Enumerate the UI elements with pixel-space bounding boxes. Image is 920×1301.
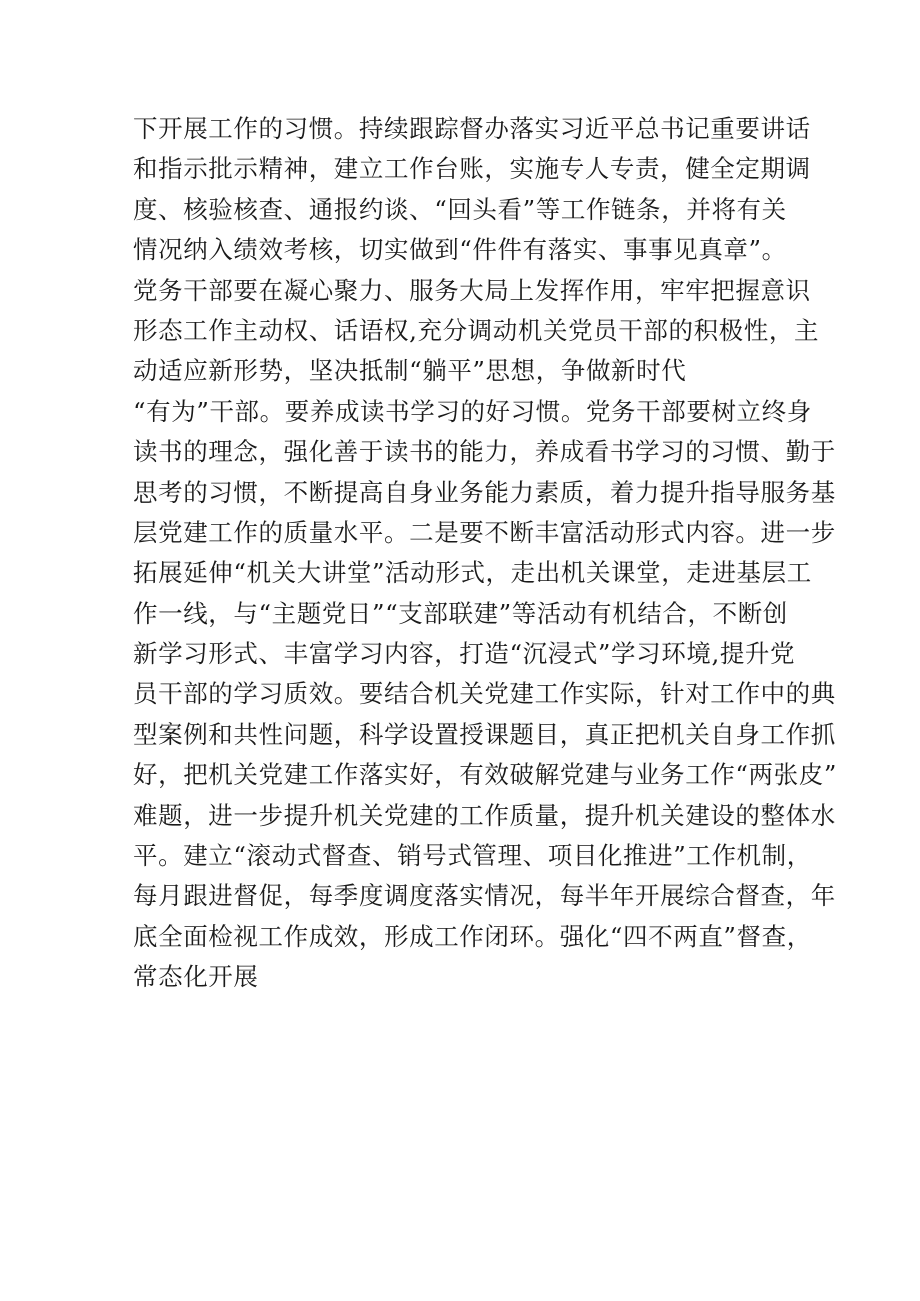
text-line: 情况纳入绩效考核，切实做到“件件有落实、事事见真章”。 [133,235,787,265]
text-line: 好，把机关党建工作落实好，有效破解党建与业务工作“两张皮” [133,760,837,790]
text-line: 拓展延伸“机关大讲堂”活动形式，走出机关课堂，走进基层工 [133,558,812,588]
text-line: 每月跟进督促，每季度调度落实情况，每半年开展综合督查，年 [133,881,836,911]
text-line: 平。建立“滚动式督查、销号式管理、项目化推进”工作机制， [133,841,812,871]
text-line: 员干部的学习质效。要结合机关党建工作实际，针对工作中的典 [133,679,836,709]
text-line: 思考的习惯，不断提高自身业务能力素质，着力提升指导服务基 [133,477,836,507]
text-line: 底全面检视工作成效，形成工作闭环。强化“四不两直”督查， [133,921,812,951]
text-line: 作一线，与“主题党日”“支部联建”等活动有机结合，不断创 [133,598,788,628]
text-line: 和指示批示精神，建立工作台账，实施专人专责，健全定期调 [133,154,811,184]
text-line: 读书的理念，强化善于读书的能力，养成看书学习的习惯、勤于 [133,437,836,467]
text-line: 形态工作主动权、话语权,充分调动机关党员干部的积极性，主 [133,315,820,345]
text-line: 党务干部要在凝心聚力、服务大局上发挥作用，牢牢把握意识 [133,275,811,305]
body-text [133,109,837,998]
text-line: 新学习形式、丰富学习内容，打造“沉浸式”学习环境,提升党 [133,639,796,669]
text-line: 层党建工作的质量水平。二是要不断丰富活动形式内容。进一步 [133,517,836,547]
text-line: 型案例和共性问题，科学设置授课题目，真正把机关自身工作抓 [133,719,836,749]
text-line: 度、核验核查、通报约谈、“回头看”等工作链条，并将有关 [133,194,787,224]
text-line: “有为”干部。要养成读书学习的好习惯。党务干部要树立终身 [133,396,812,426]
text-line: 常态化开展 [133,962,259,992]
text-line: 下开展工作的习惯。持续跟踪督办落实习近平总书记重要讲话 [133,114,811,143]
text-line: 动适应新形势，坚决抵制“躺平”思想，争做新时代 [133,356,687,386]
text-line: 难题，进一步提升机关党建的工作质量，提升机关建设的整体水 [133,800,836,830]
